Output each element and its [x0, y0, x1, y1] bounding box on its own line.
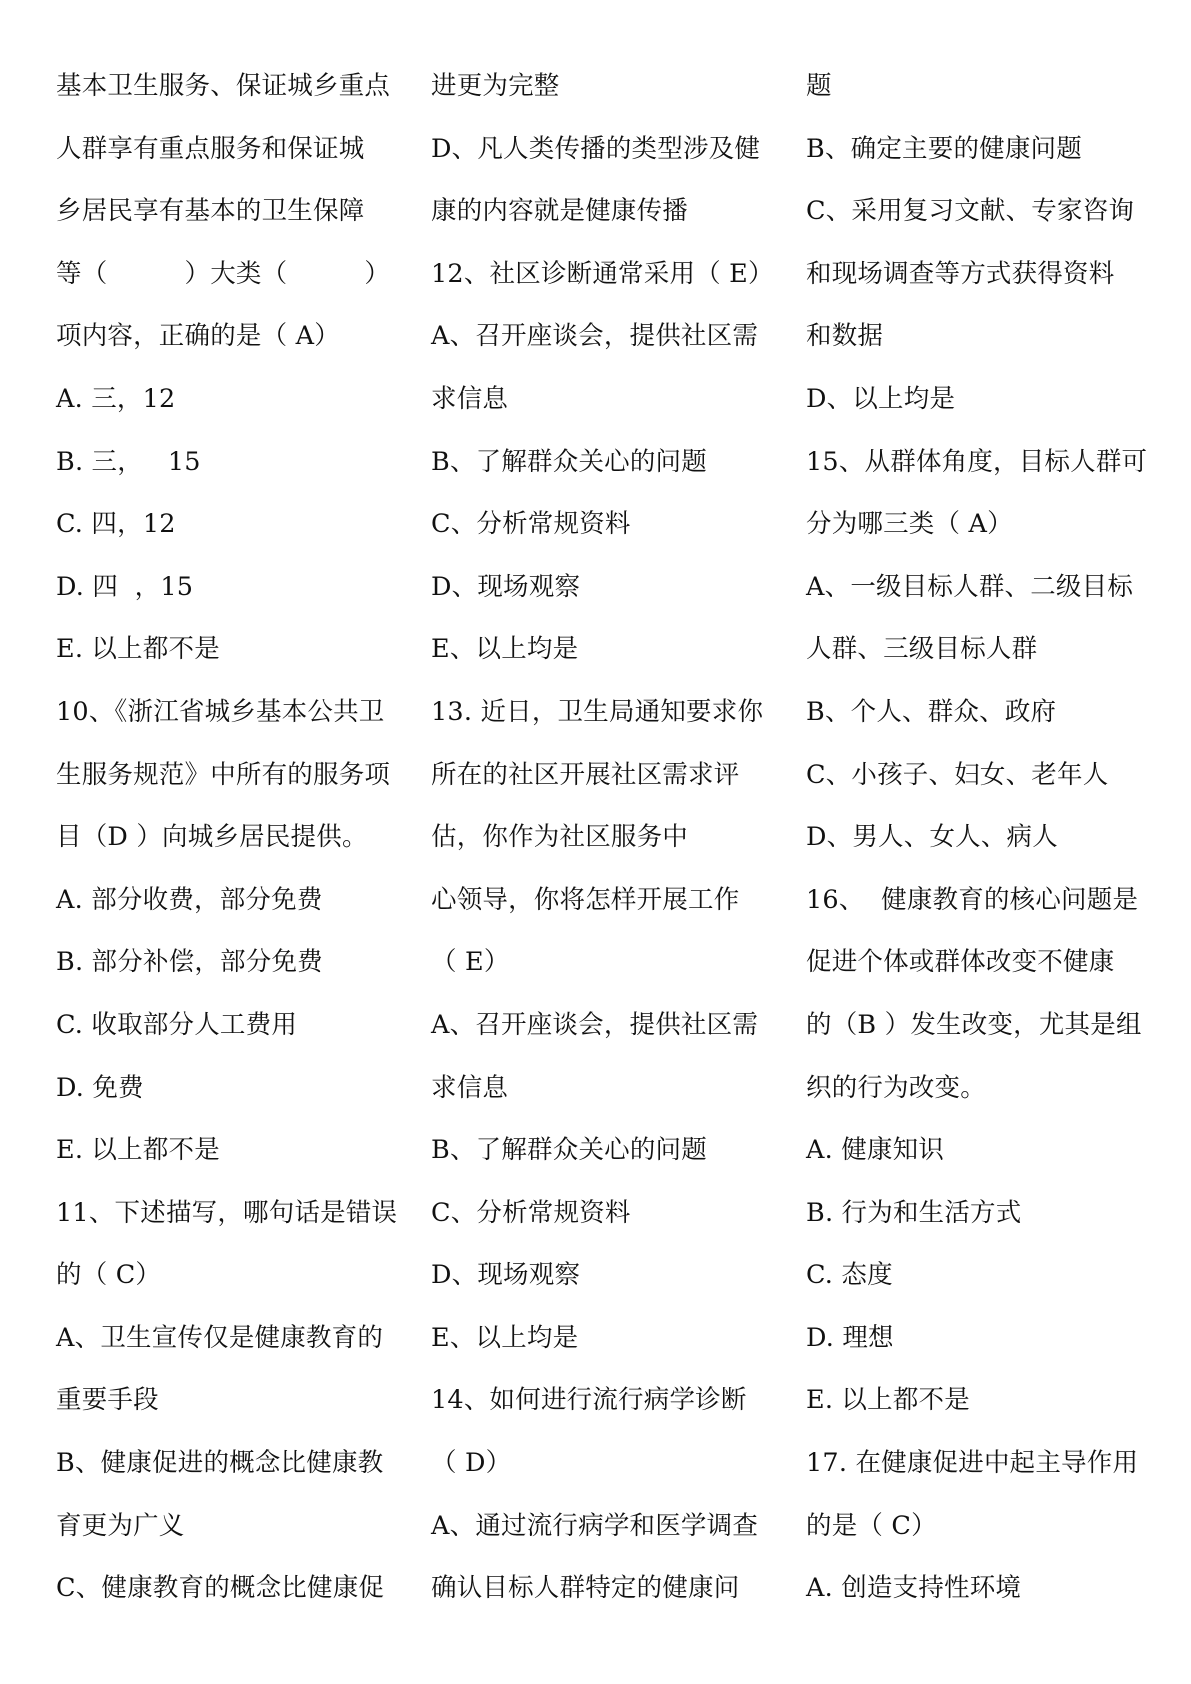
text-line: C、健康教育的概念比健康促	[56, 1573, 385, 1604]
text-line: C. 态度	[806, 1260, 893, 1291]
text-line: 确认目标人群特定的健康问	[431, 1573, 740, 1604]
text-line: 14、如何进行流行病学诊断	[431, 1385, 747, 1416]
text-line: 估，你作为社区服务中	[431, 822, 689, 853]
text-line: 17. 在健康促进中起主导作用	[806, 1448, 1139, 1479]
text-line: E. 以上都不是	[56, 1135, 220, 1166]
text-line: A. 三，12	[56, 383, 176, 414]
text-line: D、凡人类传播的类型涉及健	[431, 133, 761, 164]
text-line: C、采用复习文献、专家咨询	[806, 196, 1135, 227]
text-line: A、召开座谈会，提供社区需	[431, 1009, 759, 1040]
text-line: E. 以上都不是	[56, 634, 220, 665]
text-line: 人群、三级目标人群	[806, 634, 1038, 665]
text-line: C、分析常规资料	[431, 1197, 631, 1228]
text-line: 求信息	[431, 383, 509, 414]
text-line: 11、下述描写，哪句话是错误	[56, 1197, 398, 1228]
text-line: C. 四，12	[56, 509, 176, 540]
text-line: 重要手段	[56, 1385, 159, 1416]
text-line: E、以上均是	[431, 1322, 579, 1353]
text-line: D、以上均是	[806, 383, 956, 414]
text-line: 13. 近日，卫生局通知要求你	[431, 696, 764, 727]
text-line: B、确定主要的健康问题	[806, 133, 1082, 164]
text-line: 的（B ）发生改变，尤其是组	[806, 1009, 1142, 1040]
text-line: B、个人、群众、政府	[806, 696, 1057, 727]
text-line: B. 部分补偿，部分免费	[56, 947, 323, 978]
text-line: D. 理想	[806, 1322, 894, 1353]
text-line: B、健康促进的概念比健康教	[56, 1448, 384, 1479]
text-line: A、卫生宣传仅是健康教育的	[56, 1322, 384, 1353]
text-line: 人群享有重点服务和保证城	[56, 133, 365, 164]
text-line: D. 四 ，15	[56, 571, 194, 602]
text-line: B、了解群众关心的问题	[431, 446, 707, 477]
text-line: A、通过流行病学和医学调查	[431, 1510, 759, 1541]
text-column-1	[56, 55, 396, 1620]
text-line: E. 以上都不是	[806, 1385, 970, 1416]
text-line: 所在的社区开展社区需求评	[431, 759, 740, 790]
text-line: 心领导，你将怎样开展工作	[431, 884, 740, 915]
text-line: E、以上均是	[431, 634, 579, 665]
text-line: 求信息	[431, 1072, 509, 1103]
text-line: 10、《浙江省城乡基本公共卫	[56, 696, 385, 727]
text-line: 和现场调查等方式获得资料	[806, 258, 1115, 289]
text-line: 育更为广义	[56, 1510, 185, 1541]
text-line: A、召开座谈会，提供社区需	[431, 321, 759, 352]
text-line: 进更为完整	[431, 71, 560, 101]
text-line: C. 收取部分人工费用	[56, 1009, 298, 1040]
text-line: 等（ ）大类（ ）	[56, 258, 391, 289]
text-line: C、分析常规资料	[431, 509, 631, 540]
text-line: （ D）	[431, 1448, 512, 1479]
text-line: C、小孩子、妇女、老年人	[806, 759, 1109, 790]
text-line: 12、社区诊断通常采用（ E）	[431, 258, 774, 289]
text-line: A. 健康知识	[806, 1135, 945, 1166]
text-line: B. 行为和生活方式	[806, 1197, 1022, 1228]
text-line: 目（D ）向城乡居民提供。	[56, 822, 368, 853]
text-line: D、现场观察	[431, 1260, 581, 1291]
text-line: 的（ C）	[56, 1260, 162, 1291]
text-line: 16、 健康教育的核心问题是	[806, 884, 1139, 915]
text-line: 题	[806, 71, 832, 101]
text-column-2	[431, 55, 774, 1620]
text-line: A. 创造支持性环境	[806, 1573, 1022, 1604]
text-line: 促进个体或群体改变不健康	[806, 947, 1115, 978]
text-line: D、男人、女人、病人	[806, 822, 1058, 853]
text-line: A、一级目标人群、二级目标	[806, 571, 1134, 602]
text-line: 项内容，正确的是（ A）	[56, 321, 340, 352]
text-line: 乡居民享有基本的卫生保障	[56, 196, 365, 227]
text-line: 康的内容就是健康传播	[431, 196, 689, 227]
text-column-3	[806, 55, 1146, 1620]
text-line: （ E）	[431, 947, 510, 978]
text-line: 基本卫生服务、保证城乡重点	[56, 71, 391, 101]
text-line: 织的行为改变。	[806, 1072, 986, 1103]
text-line: B. 三， 15	[56, 446, 201, 477]
text-line: A. 部分收费，部分免费	[56, 884, 323, 915]
text-line: 和数据	[806, 321, 884, 352]
text-line: D. 免费	[56, 1072, 144, 1103]
text-line: 的是（ C）	[806, 1510, 937, 1541]
text-line: B、了解群众关心的问题	[431, 1135, 707, 1166]
text-line: D、现场观察	[431, 571, 581, 602]
text-line: 分为哪三类（ A）	[806, 509, 1013, 540]
text-line: 15、从群体角度，目标人群可	[806, 446, 1148, 477]
text-line: 生服务规范》中所有的服务项	[56, 759, 391, 790]
